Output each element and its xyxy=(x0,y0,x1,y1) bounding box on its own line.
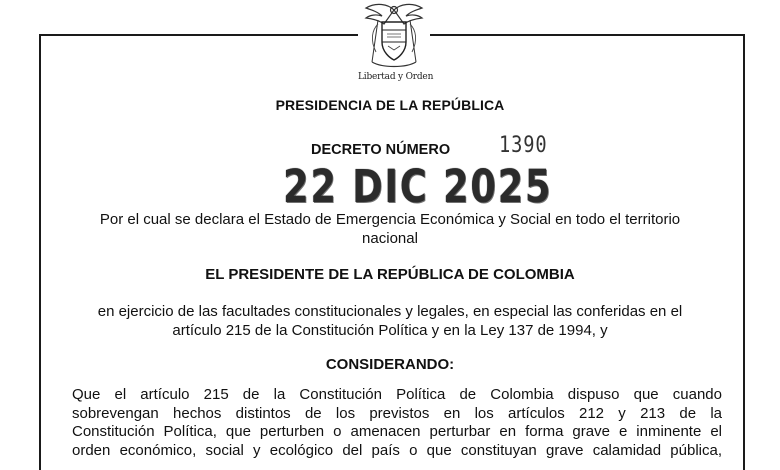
powers-clause-line: en ejercicio de las facultades constitucionales y legales, en especial las conferidas en el xyxy=(97,303,683,320)
decree-subject-line: Por el cual se declara el Estado de Emergencia Económica y Social en todo el territorio xyxy=(99,211,681,228)
paragraph-line: sobrevengan hechos distintos de los previstos en los artículos 212 y 213 de la xyxy=(72,404,722,422)
considerando-paragraph xyxy=(72,386,722,460)
paragraph-line: Constitución Política, que perturben o amenacen perturbar en forma grave e inminente el xyxy=(72,423,722,440)
date-stamp: 22 DIC 2025 xyxy=(283,160,553,213)
coat-of-arms-icon xyxy=(358,0,430,72)
authority-title: EL PRESIDENTE DE LA REPÚBLICA DE COLOMBIA xyxy=(205,266,575,283)
decree-subject-line: nacional xyxy=(362,230,418,247)
coat-of-arms-seal xyxy=(358,0,434,90)
seal-motto: Libertad y Orden xyxy=(358,72,434,82)
paragraph-line: orden económico, social y ecológico del país o que constituyan grave calamidad pública, xyxy=(72,441,722,459)
decree-number: 1390 xyxy=(499,133,548,158)
paragraph-line: Que el artículo 215 de la Constitución Política de Colombia dispuso que cuando xyxy=(72,386,722,403)
issuing-office: PRESIDENCIA DE LA REPÚBLICA xyxy=(275,97,505,113)
decree-number-label: DECRETO NÚMERO xyxy=(311,142,451,158)
powers-clause-line: artículo 215 de la Constitución Política y en la Ley 137 de 1994, y xyxy=(172,322,608,339)
considerando-heading: CONSIDERANDO: xyxy=(325,356,455,373)
